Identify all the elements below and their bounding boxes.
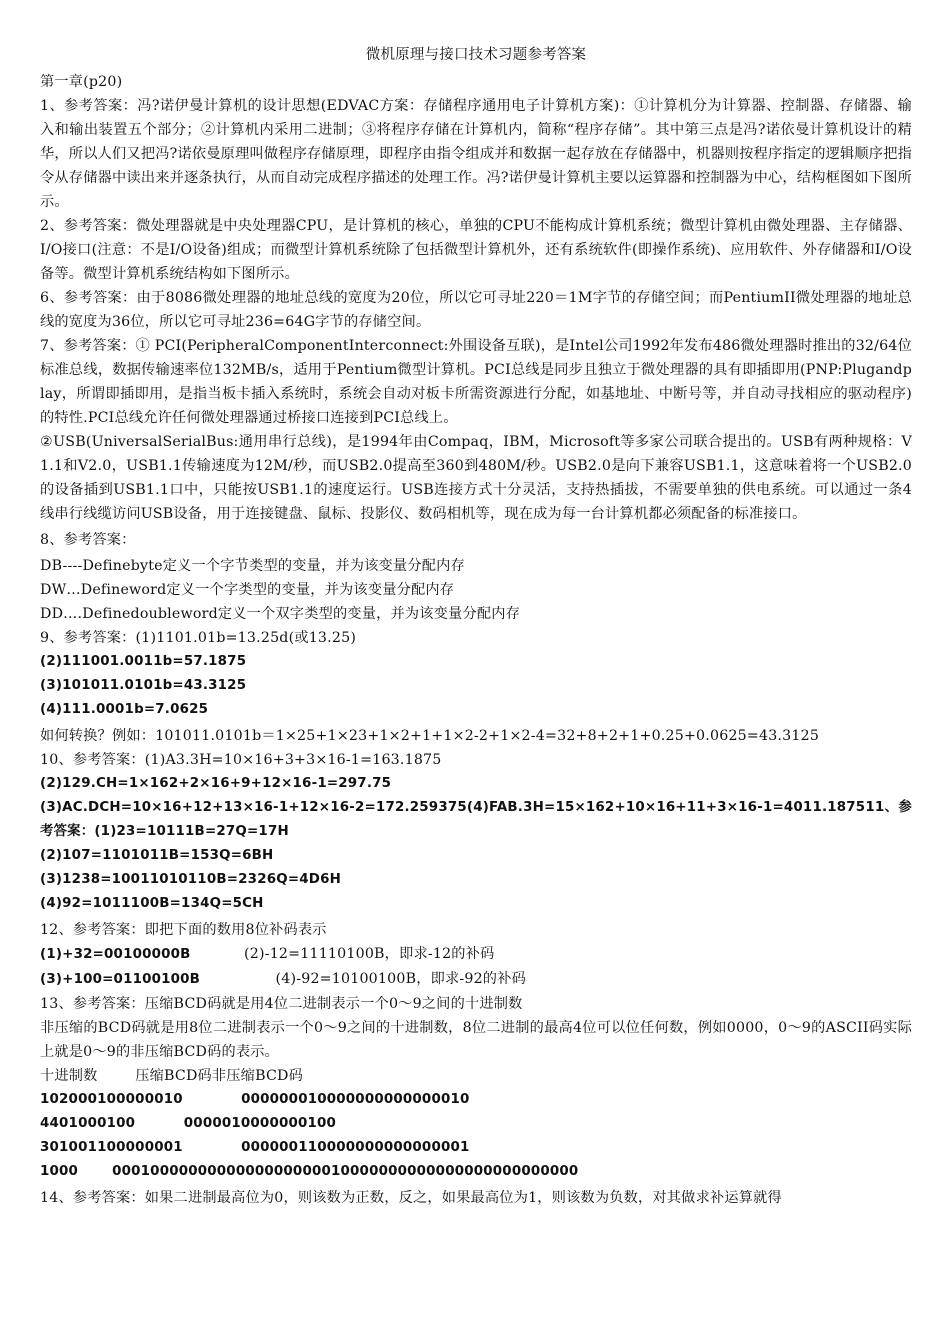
answer-12-item-4: (4)-92=10100100B，即求-92的补码 bbox=[275, 971, 526, 987]
answer-9-conversion: 如何转换？例如：101011.0101b＝1×25+1×23+1×2+1+1×2-2+1×2-4=32+8+2+1+0.25+0.0625=43.3125 bbox=[40, 728, 820, 744]
answer-9-2: (2)111001.0011b=57.1875 bbox=[40, 654, 247, 669]
answer-12: 12、参考答案：即把下面的数用8位补码表示 bbox=[40, 922, 327, 938]
answer-12-item-3: (3)+100=01100100B bbox=[40, 972, 201, 987]
answer-8-dd: DD….Definedoubleword定义一个双字类型的变量，并为该变量分配内存 bbox=[40, 606, 521, 622]
chapter-heading: 第一章(p20) bbox=[40, 74, 123, 90]
answer-2: 2、参考答案：微处理器就是中央处理器CPU，是计算机的核心，单独的CPU不能构成计算机系统；微型计算机由微处理器、主存储器、I/O接口(注意：不是I/O设备)组成；而微型计算机系统除了包括微型计算机外，还有系统软件(即操作系统)、应用软件、外存储器和I/O设备等。微型计算机系统结构如下图所示。 bbox=[40, 218, 912, 282]
answer-14: 14、参考答案：如果二进制最高位为0，则该数为正数，反之，如果最高位为1，则该数为负数，对其做求补运算就得 bbox=[40, 1190, 782, 1206]
answer-8-db: DB----Definebyte定义一个字节类型的变量，并为该变量分配内存 bbox=[40, 558, 465, 574]
bcd-table-row: 1000 0001000000000000000000010000000000000000000000000 bbox=[40, 1164, 579, 1179]
answer-10-3: (3)AC.DCH=10×16+12+13×16-1+12×16-2=172.259375(4)FAB.3H=15×162+10×16+11+3×16-1=4011.187511、参考答案：(1)23=10111B=27Q=17H bbox=[40, 800, 912, 839]
bcd-table-row: 102000100000010 000000010000000000000010 bbox=[40, 1092, 470, 1107]
answer-7-usb: ②USB(UniversalSerialBus:通用串行总线)，是1994年由Compaq，IBM，Microsoft等多家公司联合提出的。USB有两种规格：V1.1和V2.0，USB1.1传输速度为12M/秒，而USB2.0提高至360到480M/秒。USB2.0是向下兼容USB1.1，这意味着将一个USB2.0的设备插到USB1.1口中，只能按USB1.1的速度运行。USB连接方式十分灵活，支持热插拔，不需要单独的供电系统。可以通过一条4线串行线缆访问USB设备，用于连接键盘、鼠标、投影仪、数码相机等，现在成为每一台计算机都必须配备的标准接口。 bbox=[40, 434, 912, 522]
answer-12-item-1: (1)+32=00100000B bbox=[40, 947, 191, 962]
answer-13-unpacked: 非压缩的BCD码就是用8位二进制表示一个0～9之间的十进制数，8位二进制的最高4位可以位任何数，例如0000，0～9的ASCII码实际上就是0～9的非压缩BCD码的表示。 bbox=[40, 1020, 912, 1060]
answer-1: 1、参考答案：冯?诺伊曼计算机的设计思想(EDVAC方案：存储程序通用电子计算机方案)：①计算机分为计算器、控制器、存储器、输入和输出装置五个部分；②计算机内采用二进制；③将程序存储在计算机内，简称“程序存储”。其中第三点是冯?诺依曼计算机设计的精华，所以人们又把冯?诺依曼原理叫做程序存储原理，即程序由指令组成并和数据一起存放在存储器中，机器则按程序指定的逻辑顺序把指令从存储器中读出来并逐条执行，从而自动完成程序描述的处理工作。冯?诺伊曼计算机主要以运算器和控制器为中心，结构框图如下图所示。 bbox=[40, 98, 912, 210]
answer-8-dw: DW…Defineword定义一个字类型的变量，并为该变量分配内存 bbox=[40, 582, 455, 598]
answer-9-4: (4)111.0001b=7.0625 bbox=[40, 702, 209, 717]
bcd-table-header: 十进制数 压缩BCD码非压缩BCD码 bbox=[40, 1068, 303, 1084]
document-title: 微机原理与接口技术习题参考答案 bbox=[365, 47, 587, 63]
answer-11-3: (3)1238=10011010110B=2326Q=4D6H bbox=[40, 872, 341, 887]
answer-10-2: (2)129.CH=1×162+2×16+9+12×16-1=297.75 bbox=[40, 776, 392, 791]
answer-11-2: (2)107=1101011B=153Q=6BH bbox=[40, 848, 274, 863]
answer-12-row-2 bbox=[40, 967, 912, 992]
answer-12-item-2: (2)-12=11110100B，即求-12的补码 bbox=[244, 946, 495, 962]
answer-11-4: (4)92=1011100B=134Q=5CH bbox=[40, 896, 264, 911]
answer-10: 10、参考答案：(1)A3.3H=10×16+3+3×16-1=163.1875 bbox=[40, 752, 442, 768]
answer-12-row-1 bbox=[40, 942, 912, 967]
answer-13: 13、参考答案：压缩BCD码就是用4位二进制表示一个0～9之间的十进制数 bbox=[40, 996, 523, 1012]
answer-9-3: (3)101011.0101b=43.3125 bbox=[40, 678, 247, 693]
answer-9: 9、参考答案：(1)1101.01b=13.25d(或13.25) bbox=[40, 630, 357, 646]
answer-6: 6、参考答案：由于8086微处理器的地址总线的宽度为20位，所以它可寻址220＝1M字节的存储空间；而PentiumII微处理器的地址总线的宽度为36位，所以它可寻址236=64G字节的存储空间。 bbox=[40, 290, 912, 330]
bcd-table-row: 4401000100 0000010000000100 bbox=[40, 1116, 337, 1131]
answer-8: 8、参考答案： bbox=[40, 532, 136, 548]
bcd-table-row: 301001100000001 000000110000000000000001 bbox=[40, 1140, 470, 1155]
answer-7-pci: 7、参考答案：① PCI(PeripheralComponentInterconnect:外围设备互联)，是Intel公司1992年发布486微处理器时推出的32/64位标准总线，数据传输速率位132MB/s，适用于Pentium微型计算机。PCI总线是同步且独立于微处理器的具有即插即用(PNP:Plugandplay，所谓即插即用，是指当板卡插入系统时，系统会自动对板卡所需资源进行分配，如基地址、中断号等，并自动寻找相应的驱动程序)的特性.PCI总线允许任何微处理器通过桥接口连接到PCI总线上。 bbox=[40, 338, 912, 426]
